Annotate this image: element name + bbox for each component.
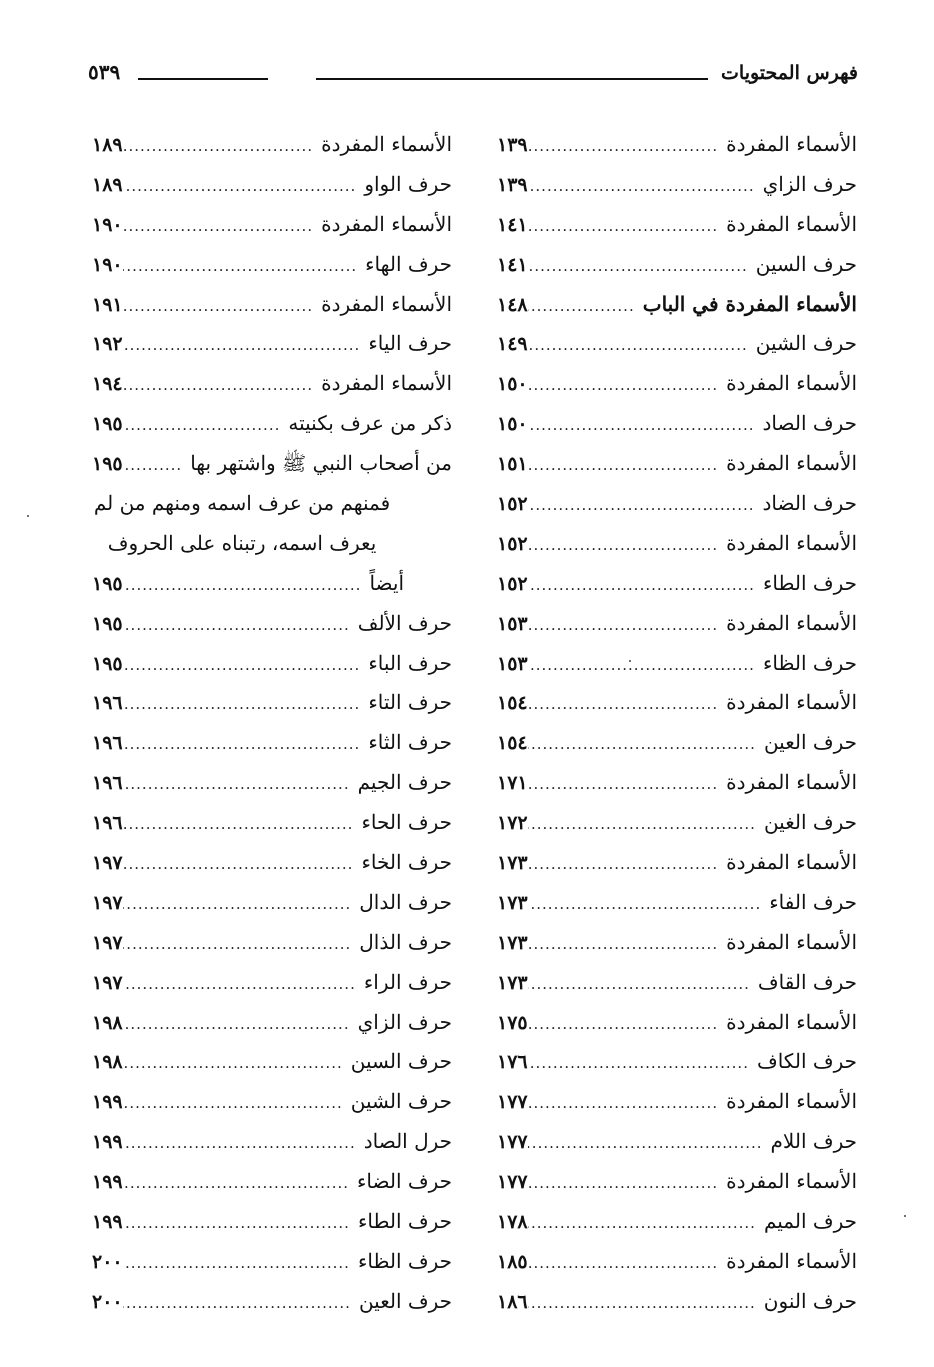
toc-entry[interactable] [497, 1082, 857, 1122]
dot-leader [528, 406, 759, 446]
entry-page-number: ٢٠٠ [92, 1290, 123, 1313]
entry-page-number: ١٨٥ [497, 1250, 528, 1273]
entry-page-number: ١٩٧ [92, 891, 123, 914]
toc-entry[interactable] [92, 285, 452, 325]
entry-page-number: ١٥٢ [497, 572, 528, 595]
dot-leader [528, 845, 722, 885]
dot-leader [528, 326, 752, 366]
entry-page-number: ١٧٥ [497, 1011, 528, 1034]
dot-leader [123, 1204, 354, 1244]
entry-page-number: ١٩٠ [92, 213, 123, 236]
entry-page-number: ١٩٥ [92, 453, 123, 476]
entry-label: حرف الضاء [357, 1169, 452, 1194]
toc-entry[interactable] [92, 564, 452, 604]
toc-entry[interactable] [92, 165, 452, 205]
toc-entry[interactable] [92, 324, 452, 364]
dot-leader [528, 805, 760, 845]
entry-page-number: ١٥٤ [497, 692, 528, 715]
entry-label: حرف الباء [368, 650, 452, 675]
entry-label: حرف الراء [363, 969, 452, 994]
entry-page-number: ١٧٣ [497, 891, 528, 914]
toc-entry-continuation [92, 524, 452, 564]
dot-leader [123, 446, 187, 486]
entry-label: الأسماء المفردة [726, 1009, 857, 1034]
dot-leader [123, 1284, 355, 1324]
entry-page-number: ١٧٢ [497, 812, 528, 835]
dot-leader [123, 1084, 347, 1124]
entry-page-number: ١٩٨ [92, 1051, 123, 1074]
dot-leader [123, 965, 360, 1005]
toc-entry[interactable] [92, 644, 452, 684]
entry-label: الأسماء المفردة [726, 690, 857, 715]
entry-label: حرف الواو [364, 171, 452, 196]
entry-label: حرف الفاء [769, 889, 857, 914]
entry-label: حرف السين [755, 251, 857, 276]
entry-label: حرف السين [350, 1049, 452, 1074]
entry-page-number: ١٩٦ [92, 732, 123, 755]
entry-label: حرف الصاد [762, 411, 857, 436]
entry-label: حرف الألف [357, 610, 452, 635]
toc-entry[interactable] [497, 1202, 857, 1242]
dot-leader [528, 885, 766, 925]
toc-entry[interactable] [92, 803, 452, 843]
toc-entry[interactable] [92, 1003, 452, 1043]
entry-label: حرف العين [763, 730, 857, 755]
entry-label: حرف الشين [350, 1089, 452, 1114]
entry-label: فمنهم من عرف اسمه ومنهم من لم [93, 491, 391, 516]
entry-label: من أصحاب النبي ﷺ واشتهر بها [190, 451, 452, 476]
entry-label: حرف العين [358, 1288, 452, 1313]
entry-label: الأسماء المفردة [726, 211, 857, 236]
toc-entry[interactable] [92, 404, 452, 444]
entry-label: حرف الحاء [361, 810, 452, 835]
entry-page-number: ١٩٤ [92, 373, 123, 396]
entry-page-number: ١٩١ [92, 293, 123, 316]
entry-page-number: ١٩٧ [92, 971, 123, 994]
entry-label: حرف الدال [359, 889, 452, 914]
entry-label: حرف الكاف [756, 1049, 857, 1074]
entry-label: حرل الصاد [363, 1129, 452, 1154]
entry-label: حرف الجيم [357, 770, 452, 795]
dot-leader [528, 127, 722, 167]
toc-entry[interactable] [497, 324, 857, 364]
entry-page-number: ١٥٣ [497, 612, 528, 635]
running-title: فهرس المحتويات [721, 62, 858, 84]
toc-entry[interactable] [92, 763, 452, 803]
entry-label: حرف الخاء [361, 850, 452, 875]
entry-page-number: ١٩٦ [92, 692, 123, 715]
toc-entry[interactable] [497, 604, 857, 644]
entry-label: حرف الضاد [762, 491, 857, 516]
dot-leader [123, 287, 317, 327]
entry-page-number: ١٩٢ [92, 333, 123, 356]
toc-entry[interactable] [92, 1202, 452, 1242]
toc-entry[interactable] [497, 205, 857, 245]
dot-leader [528, 1244, 722, 1284]
entry-page-number: ١٩٧ [92, 852, 123, 875]
toc-entry[interactable] [497, 1003, 857, 1043]
entry-label: يعرف اسمه، رتبناه على الحروف [107, 530, 377, 555]
toc-entry[interactable] [92, 1042, 452, 1082]
dot-leader [123, 247, 362, 287]
entry-label: حرف الهاء [365, 251, 452, 276]
entry-label: حرف الميم [763, 1209, 857, 1234]
dot-leader [123, 805, 358, 845]
entry-label: الأسماء المفردة [726, 132, 857, 156]
dot-leader [123, 1124, 360, 1164]
toc-entry[interactable] [92, 364, 452, 404]
entry-page-number: ١٧٨ [497, 1211, 528, 1234]
toc-entry[interactable] [497, 723, 857, 763]
entry-page-number: ١٩٥ [92, 652, 123, 675]
entry-label: حرف الثاء [368, 730, 452, 755]
entry-page-number: ١٩٥ [92, 413, 123, 436]
toc-entry[interactable] [92, 683, 452, 723]
toc-entry[interactable] [92, 604, 452, 644]
entry-page-number: ١٤١ [497, 253, 528, 276]
entry-label: الأسماء المفردة [726, 530, 857, 555]
entry-page-number: ١٩٨ [92, 1011, 123, 1034]
toc-entry[interactable] [497, 763, 857, 803]
entry-page-number: ١٩٩ [92, 1091, 123, 1114]
dot-leader [528, 167, 759, 207]
entry-page-number: ١٧٣ [497, 931, 528, 954]
dot-leader [528, 566, 759, 606]
scan-speck [27, 515, 29, 517]
toc-entry[interactable] [497, 444, 857, 484]
entry-label: الأسماء المفردة [321, 371, 452, 396]
entry-label: الأسماء المفردة [726, 1248, 857, 1273]
toc-entry[interactable] [92, 245, 452, 285]
dot-leader [123, 406, 285, 446]
toc-entry[interactable] [497, 1122, 857, 1162]
dot-leader [123, 845, 358, 885]
entry-page-number: ١٥٤ [497, 732, 528, 755]
dot-leader [123, 685, 365, 725]
entry-page-number: ١٥٣ [497, 652, 528, 675]
entry-label: حرف الطاء [357, 1209, 452, 1234]
toc-entry[interactable] [92, 843, 452, 883]
dot-leader [528, 685, 722, 725]
entry-label: الأسماء المفردة [726, 451, 857, 476]
entry-page-number: ١٩٠ [92, 253, 123, 276]
dot-leader [123, 1044, 347, 1084]
entry-page-number: ١٧٧ [497, 1091, 528, 1114]
entry-label: الأسماء المفردة في الباب [642, 291, 857, 316]
dot-leader [528, 207, 722, 247]
entry-page-number: ١٨٩ [92, 173, 123, 196]
entry-label: الأسماء المفردة [726, 850, 857, 875]
entry-label: حرف الياء [368, 331, 452, 356]
entry-page-number: ١٩٥ [92, 612, 123, 635]
dot-leader [123, 765, 354, 805]
entry-label: الأسماء المفردة [726, 1169, 857, 1194]
entry-page-number: ١٤١ [497, 213, 528, 236]
entry-label: حرف الزاي [357, 1009, 452, 1034]
toc-entry[interactable] [92, 1162, 452, 1202]
dot-leader [123, 1244, 354, 1284]
entry-page-number: ١٧٧ [497, 1171, 528, 1194]
dot-leader [528, 446, 722, 486]
entry-page-number: ١٧٦ [497, 1051, 528, 1074]
entry-label: حرف النون [763, 1288, 857, 1313]
entry-page-number: ١٩٩ [92, 1131, 123, 1154]
toc-entry[interactable] [497, 484, 857, 524]
entry-label: حرف الشين [755, 331, 857, 356]
toc-entry[interactable] [497, 125, 857, 165]
entry-label: الأسماء المفردة [726, 1089, 857, 1114]
entry-label: حرف التاء [368, 690, 452, 715]
entry-page-number: ١٩٩ [92, 1211, 123, 1234]
toc-entry[interactable] [497, 564, 857, 604]
dot-leader [528, 486, 759, 526]
entry-label: الأسماء المفردة [321, 132, 452, 156]
entry-label: حرف الطاء [762, 570, 857, 595]
entry-page-number: ١٤٩ [497, 333, 528, 356]
dot-leader [123, 127, 317, 167]
entry-page-number: ١٣٩ [497, 134, 528, 156]
entry-page-number: ١٤٨ [497, 293, 528, 316]
entry-label: حرف الذال [359, 929, 452, 954]
entry-page-number: ١٩٦ [92, 772, 123, 795]
dot-leader [123, 1164, 353, 1204]
toc-column-right [497, 125, 857, 1322]
toc-entry[interactable] [497, 963, 857, 1003]
scan-speck [629, 660, 631, 662]
toc-entry[interactable] [497, 883, 857, 923]
entry-page-number: ١٧٧ [497, 1131, 528, 1154]
entry-page-number: ٢٠٠ [92, 1250, 123, 1273]
entry-page-number: ١٥٢ [497, 532, 528, 555]
dot-leader [528, 1124, 767, 1164]
toc-entry[interactable] [92, 205, 452, 245]
toc-entry[interactable] [497, 245, 857, 285]
entry-label: حرف الظاء [357, 1248, 452, 1273]
dot-leader [123, 725, 365, 765]
dot-leader [528, 606, 722, 646]
entry-page-number: ١٩٧ [92, 931, 123, 954]
toc-entry[interactable] [497, 1042, 857, 1082]
toc-entry[interactable] [497, 683, 857, 723]
toc-entry[interactable] [92, 1082, 452, 1122]
dot-leader [123, 167, 361, 207]
dot-leader [528, 965, 754, 1005]
entry-page-number: ١٩٦ [92, 812, 123, 835]
header-rule [138, 78, 708, 80]
dot-leader [123, 606, 354, 646]
toc-entry[interactable] [497, 1242, 857, 1282]
toc-entry[interactable] [92, 1282, 452, 1322]
toc-entry[interactable] [497, 364, 857, 404]
dot-leader [123, 326, 365, 366]
entry-label: حرف الظاء [762, 650, 857, 675]
entry-page-number: ١٥٠ [497, 373, 528, 396]
entry-label: حرف اللام [770, 1129, 857, 1154]
entry-label: الأسماء المفردة [726, 371, 857, 396]
entry-page-number: ١٥١ [497, 453, 528, 476]
dot-leader [123, 366, 317, 406]
toc-entry[interactable] [92, 125, 452, 165]
toc-entry[interactable] [92, 1242, 452, 1282]
dot-leader [528, 725, 760, 765]
toc-entry[interactable] [497, 1282, 857, 1322]
toc-entry[interactable] [92, 444, 452, 484]
entry-label: الأسماء المفردة [321, 291, 452, 316]
dot-leader [528, 1204, 760, 1244]
dot-leader [528, 1164, 722, 1204]
header-rule-gap [268, 74, 316, 82]
entry-page-number: ١٧٣ [497, 852, 528, 875]
page-number: ٥٣٩ [88, 60, 121, 84]
entry-page-number: ١٧١ [497, 772, 528, 795]
dot-leader [528, 287, 639, 327]
entry-label: حرف الغين [763, 810, 857, 835]
entry-page-number: ١٩٥ [92, 572, 123, 595]
entry-label: ذكر من عرف بكنيته [288, 411, 452, 436]
entry-label: الأسماء المفردة [726, 929, 857, 954]
scan-speck [904, 1215, 906, 1217]
toc-entry[interactable] [497, 644, 857, 684]
toc-entry[interactable] [92, 923, 452, 963]
entry-label: الأسماء المفردة [321, 211, 452, 236]
dot-leader [528, 925, 722, 965]
toc-entry[interactable] [92, 723, 452, 763]
toc-entry[interactable] [497, 404, 857, 444]
dot-leader [123, 646, 365, 686]
entry-label: الأسماء المفردة [726, 610, 857, 635]
dot-leader [528, 646, 759, 686]
dot-leader [528, 526, 722, 566]
toc-entry[interactable] [497, 843, 857, 883]
entry-page-number: ١٧٣ [497, 971, 528, 994]
toc-entry[interactable] [92, 1122, 452, 1162]
entry-label: حرف القاف [757, 969, 857, 994]
dot-leader [123, 885, 356, 925]
toc-column-left [92, 125, 452, 1322]
toc-entry[interactable] [92, 883, 452, 923]
toc-entry[interactable] [497, 1162, 857, 1202]
dot-leader [123, 1005, 354, 1045]
dot-leader [528, 765, 722, 805]
dot-leader [123, 925, 356, 965]
toc-entry[interactable] [92, 963, 452, 1003]
entry-page-number: ١٥٠ [497, 413, 528, 436]
entry-label: حرف الزاي [762, 171, 857, 196]
toc-entry[interactable] [497, 165, 857, 205]
toc-entry[interactable] [497, 803, 857, 843]
dot-leader [528, 247, 752, 287]
dot-leader [123, 207, 317, 247]
dot-leader [123, 566, 366, 606]
page-header [88, 58, 858, 90]
toc-entry[interactable] [497, 923, 857, 963]
toc-entry[interactable] [497, 285, 857, 325]
entry-page-number: ١٨٦ [497, 1290, 528, 1313]
toc-entry[interactable] [497, 524, 857, 564]
entry-page-number: ١٩٩ [92, 1171, 123, 1194]
dot-leader [528, 1005, 722, 1045]
toc-entry-continuation [92, 484, 452, 524]
entry-label: الأسماء المفردة [726, 770, 857, 795]
dot-leader [528, 1284, 760, 1324]
entry-page-number: ١٥٢ [497, 493, 528, 516]
entry-label: أيضاً [369, 570, 404, 595]
dot-leader [528, 1044, 753, 1084]
entry-page-number: ١٨٩ [92, 134, 123, 156]
entry-page-number: ١٣٩ [497, 173, 528, 196]
dot-leader [528, 366, 722, 406]
dot-leader [528, 1084, 722, 1124]
